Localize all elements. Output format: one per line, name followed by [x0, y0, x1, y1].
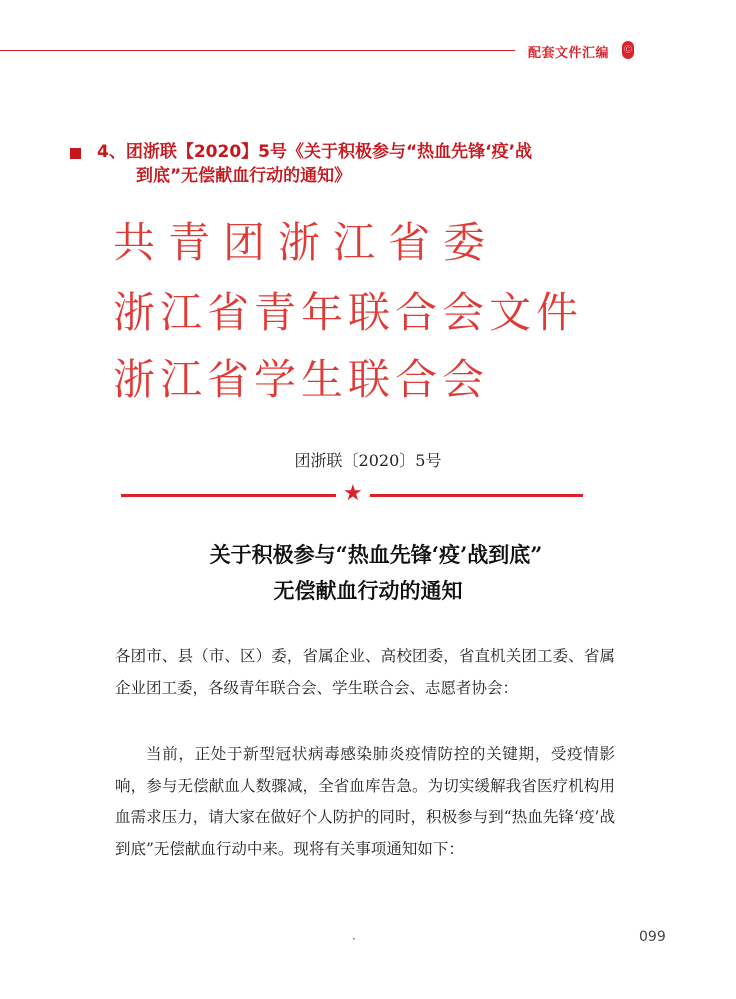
section-title [97, 140, 657, 188]
red-rule-right [370, 494, 583, 497]
header-rule [0, 50, 515, 51]
square-bullet-icon [70, 148, 81, 159]
issuer-line-2: 浙江省青年联合会文件 [113, 288, 584, 337]
salutation: 各团市、县（市、区）委，省属企业、高校团委，省直机关团工委、省属企业团工委，各级青年联合会、学生联合会、志愿者协会： [115, 647, 615, 697]
notice-title-line2: 无偿献血行动的通知 [273, 578, 463, 603]
footer-dot: · [352, 932, 356, 946]
issuer-line-3: 浙江省学生联合会 [113, 355, 490, 404]
issuer-line-1: 共青团浙江省委 [113, 218, 499, 267]
body-paragraph: 当前，正处于新型冠状病毒感染肺炎疫情防控的关键期，受疫情影响，参与无偿献血人数骤减，全省血库告急。为切实缓解我省医疗机构用血需求压力，请大家在做好个人防护的同时，积极参与到“热血先锋‘疫’战到底”无偿献血行动中来。现将有关事项通知如下： [115, 745, 615, 858]
section-title-line2: 到底”无偿献血行动的通知》 [136, 166, 352, 186]
red-rule-left [121, 494, 336, 497]
header-badge-icon: Ⓒ [622, 41, 634, 59]
notice-title-line1: 关于积极参与“热血先锋‘疫’战到底” [209, 542, 543, 567]
document-number: 团浙联〔2020〕5号 [294, 451, 442, 470]
section-title-line1: 4、团浙联【2020】5号《关于积极参与“热血先锋‘疫’战 [97, 142, 533, 162]
page-number: 099 [639, 929, 666, 945]
header-label: 配套文件汇编 [528, 46, 610, 61]
star-icon: ★ [343, 481, 363, 506]
